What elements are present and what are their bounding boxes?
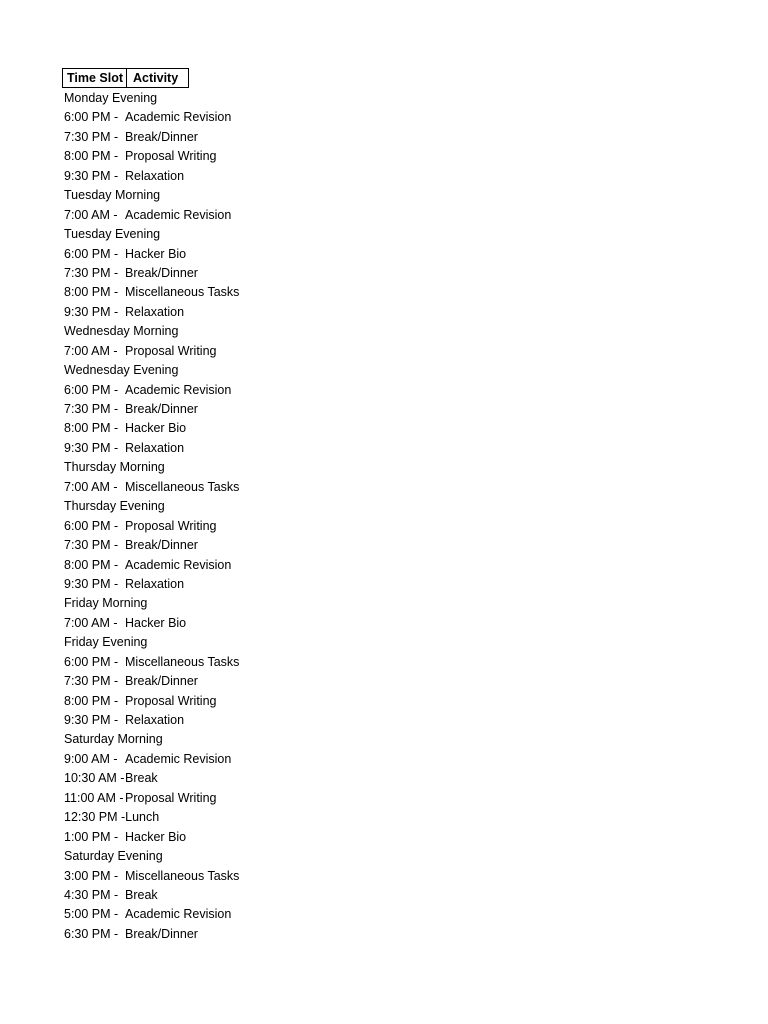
- entry-activity: Relaxation: [125, 304, 185, 319]
- entry-activity: Miscellaneous Tasks: [125, 654, 240, 669]
- entry-time: 9:30 PM -: [64, 576, 119, 591]
- schedule-entry: [64, 711, 664, 730]
- schedule-entry: [64, 167, 664, 186]
- schedule-list: [64, 89, 664, 944]
- entry-time: 9:00 AM -: [64, 751, 118, 766]
- schedule-entry: [64, 575, 664, 594]
- section-heading: Tuesday Morning: [64, 188, 161, 203]
- entry-activity: Break/Dinner: [125, 538, 198, 553]
- schedule-entry: [64, 517, 664, 536]
- schedule-entry: [64, 614, 664, 633]
- schedule-entry: [64, 108, 664, 127]
- section-heading: Friday Morning: [64, 596, 148, 611]
- schedule-entry: [64, 245, 664, 264]
- section-heading: Friday Evening: [64, 635, 148, 650]
- section-heading: Saturday Evening: [64, 849, 163, 864]
- entry-time: 7:00 AM -: [64, 479, 118, 494]
- entry-time: 10:30 AM -: [64, 771, 125, 786]
- section-heading: Monday Evening: [64, 91, 158, 105]
- entry-activity: Relaxation: [125, 713, 185, 727]
- entry-activity: Academic Revision: [125, 751, 232, 766]
- entry-time: 7:00 AM -: [64, 207, 118, 222]
- schedule-entry: [64, 867, 664, 886]
- entry-activity: Lunch: [125, 810, 160, 825]
- entry-activity: Hacker Bio: [125, 829, 187, 844]
- schedule-entry: [64, 478, 664, 497]
- entry-time: 12:30 PM -: [64, 810, 126, 825]
- entry-activity: Relaxation: [125, 440, 185, 455]
- entry-activity: Academic Revision: [125, 557, 232, 572]
- schedule-entry: [64, 769, 664, 788]
- schedule-entry: [64, 556, 664, 575]
- entry-time: 11:00 AM -: [64, 790, 124, 805]
- entry-activity: Proposal Writing: [125, 693, 217, 708]
- schedule-entry: [64, 303, 664, 322]
- schedule-entry: [64, 672, 664, 691]
- schedule-entry: [64, 828, 664, 847]
- entry-time: 6:00 PM -: [64, 518, 119, 533]
- section-heading: Saturday Morning: [64, 732, 163, 747]
- entry-time: 8:00 PM -: [64, 421, 119, 436]
- entry-activity: Break/Dinner: [125, 402, 198, 416]
- schedule-entry: [64, 419, 664, 438]
- entry-time: 6:00 PM -: [64, 246, 119, 261]
- entry-activity: Break/Dinner: [125, 926, 198, 941]
- entry-time: 7:30 PM -: [64, 538, 119, 553]
- entry-time: 8:00 PM -: [64, 693, 119, 708]
- entry-time: 9:30 PM -: [64, 713, 119, 727]
- entry-activity: Break/Dinner: [125, 129, 198, 144]
- section-heading: Thursday Evening: [64, 499, 165, 514]
- entry-time: 8:00 PM -: [64, 557, 119, 572]
- schedule-header: [62, 68, 189, 88]
- entry-time: 6:00 PM -: [64, 110, 119, 125]
- entry-activity: Break/Dinner: [125, 674, 198, 689]
- entry-activity: Miscellaneous Tasks: [125, 868, 240, 883]
- schedule-entry: [64, 653, 664, 672]
- entry-activity: Hacker Bio: [125, 421, 187, 436]
- schedule-entry: [64, 128, 664, 147]
- schedule-entry: [64, 925, 664, 944]
- schedule-entry: [64, 264, 664, 283]
- section-heading: Wednesday Morning: [64, 324, 179, 339]
- entry-time: 7:00 AM -: [64, 615, 118, 630]
- time-slot-header: Time Slot: [63, 69, 127, 87]
- entry-time: 6:30 PM -: [64, 926, 119, 941]
- entry-activity: Break/Dinner: [125, 265, 198, 280]
- schedule-entry: [64, 808, 664, 827]
- schedule-entry: [64, 283, 664, 302]
- entry-time: 9:30 PM -: [64, 168, 119, 183]
- entry-time: 6:00 PM -: [64, 382, 119, 397]
- entry-time: 6:00 PM -: [64, 654, 119, 669]
- entry-activity: Academic Revision: [125, 207, 232, 222]
- section-heading: Tuesday Evening: [64, 227, 161, 242]
- activity-header: Activity: [133, 71, 179, 85]
- entry-activity: Break: [125, 771, 158, 786]
- section-heading: Thursday Morning: [64, 460, 165, 475]
- schedule-entry: [64, 789, 664, 808]
- entry-time: 7:00 AM -: [64, 343, 118, 358]
- entry-activity: Relaxation: [125, 168, 185, 183]
- entry-activity: Academic Revision: [125, 110, 232, 125]
- entry-activity: Break: [125, 887, 158, 902]
- entry-time: 7:30 PM -: [64, 129, 119, 144]
- schedule-entry: [64, 905, 664, 924]
- entry-time: 7:30 PM -: [64, 265, 119, 280]
- entry-time: 3:00 PM -: [64, 868, 119, 883]
- entry-activity: Academic Revision: [125, 907, 232, 922]
- schedule-entry: [64, 750, 664, 769]
- entry-activity: Proposal Writing: [125, 343, 217, 358]
- entry-time: 5:00 PM -: [64, 907, 119, 922]
- entry-time: 9:30 PM -: [64, 440, 119, 455]
- entry-time: 9:30 PM -: [64, 304, 119, 319]
- entry-activity: Proposal Writing: [125, 149, 217, 164]
- schedule-entry: [64, 886, 664, 905]
- entry-activity: Miscellaneous Tasks: [125, 285, 240, 300]
- entry-time: 7:30 PM -: [64, 674, 119, 689]
- schedule-entry: [64, 692, 664, 711]
- entry-activity: Proposal Writing: [125, 790, 217, 805]
- entry-activity: Miscellaneous Tasks: [125, 479, 240, 494]
- schedule-entry: [64, 381, 664, 400]
- entry-time: 7:30 PM -: [64, 402, 119, 416]
- section-heading: Wednesday Evening: [64, 363, 179, 378]
- entry-activity: Hacker Bio: [125, 246, 187, 261]
- schedule-entry: [64, 439, 664, 458]
- schedule-entry: [64, 206, 664, 225]
- entry-activity: Proposal Writing: [125, 518, 217, 533]
- entry-time: 8:00 PM -: [64, 285, 119, 300]
- schedule-entry: [64, 400, 664, 419]
- schedule-entry: [64, 536, 664, 555]
- schedule-entry: [64, 147, 664, 166]
- entry-activity: Academic Revision: [125, 382, 232, 397]
- entry-activity: Relaxation: [125, 576, 185, 591]
- entry-time: 8:00 PM -: [64, 149, 119, 164]
- entry-time: 1:00 PM -: [64, 829, 119, 844]
- entry-activity: Hacker Bio: [125, 615, 187, 630]
- schedule-entry: [64, 342, 664, 361]
- entry-time: 4:30 PM -: [64, 887, 119, 902]
